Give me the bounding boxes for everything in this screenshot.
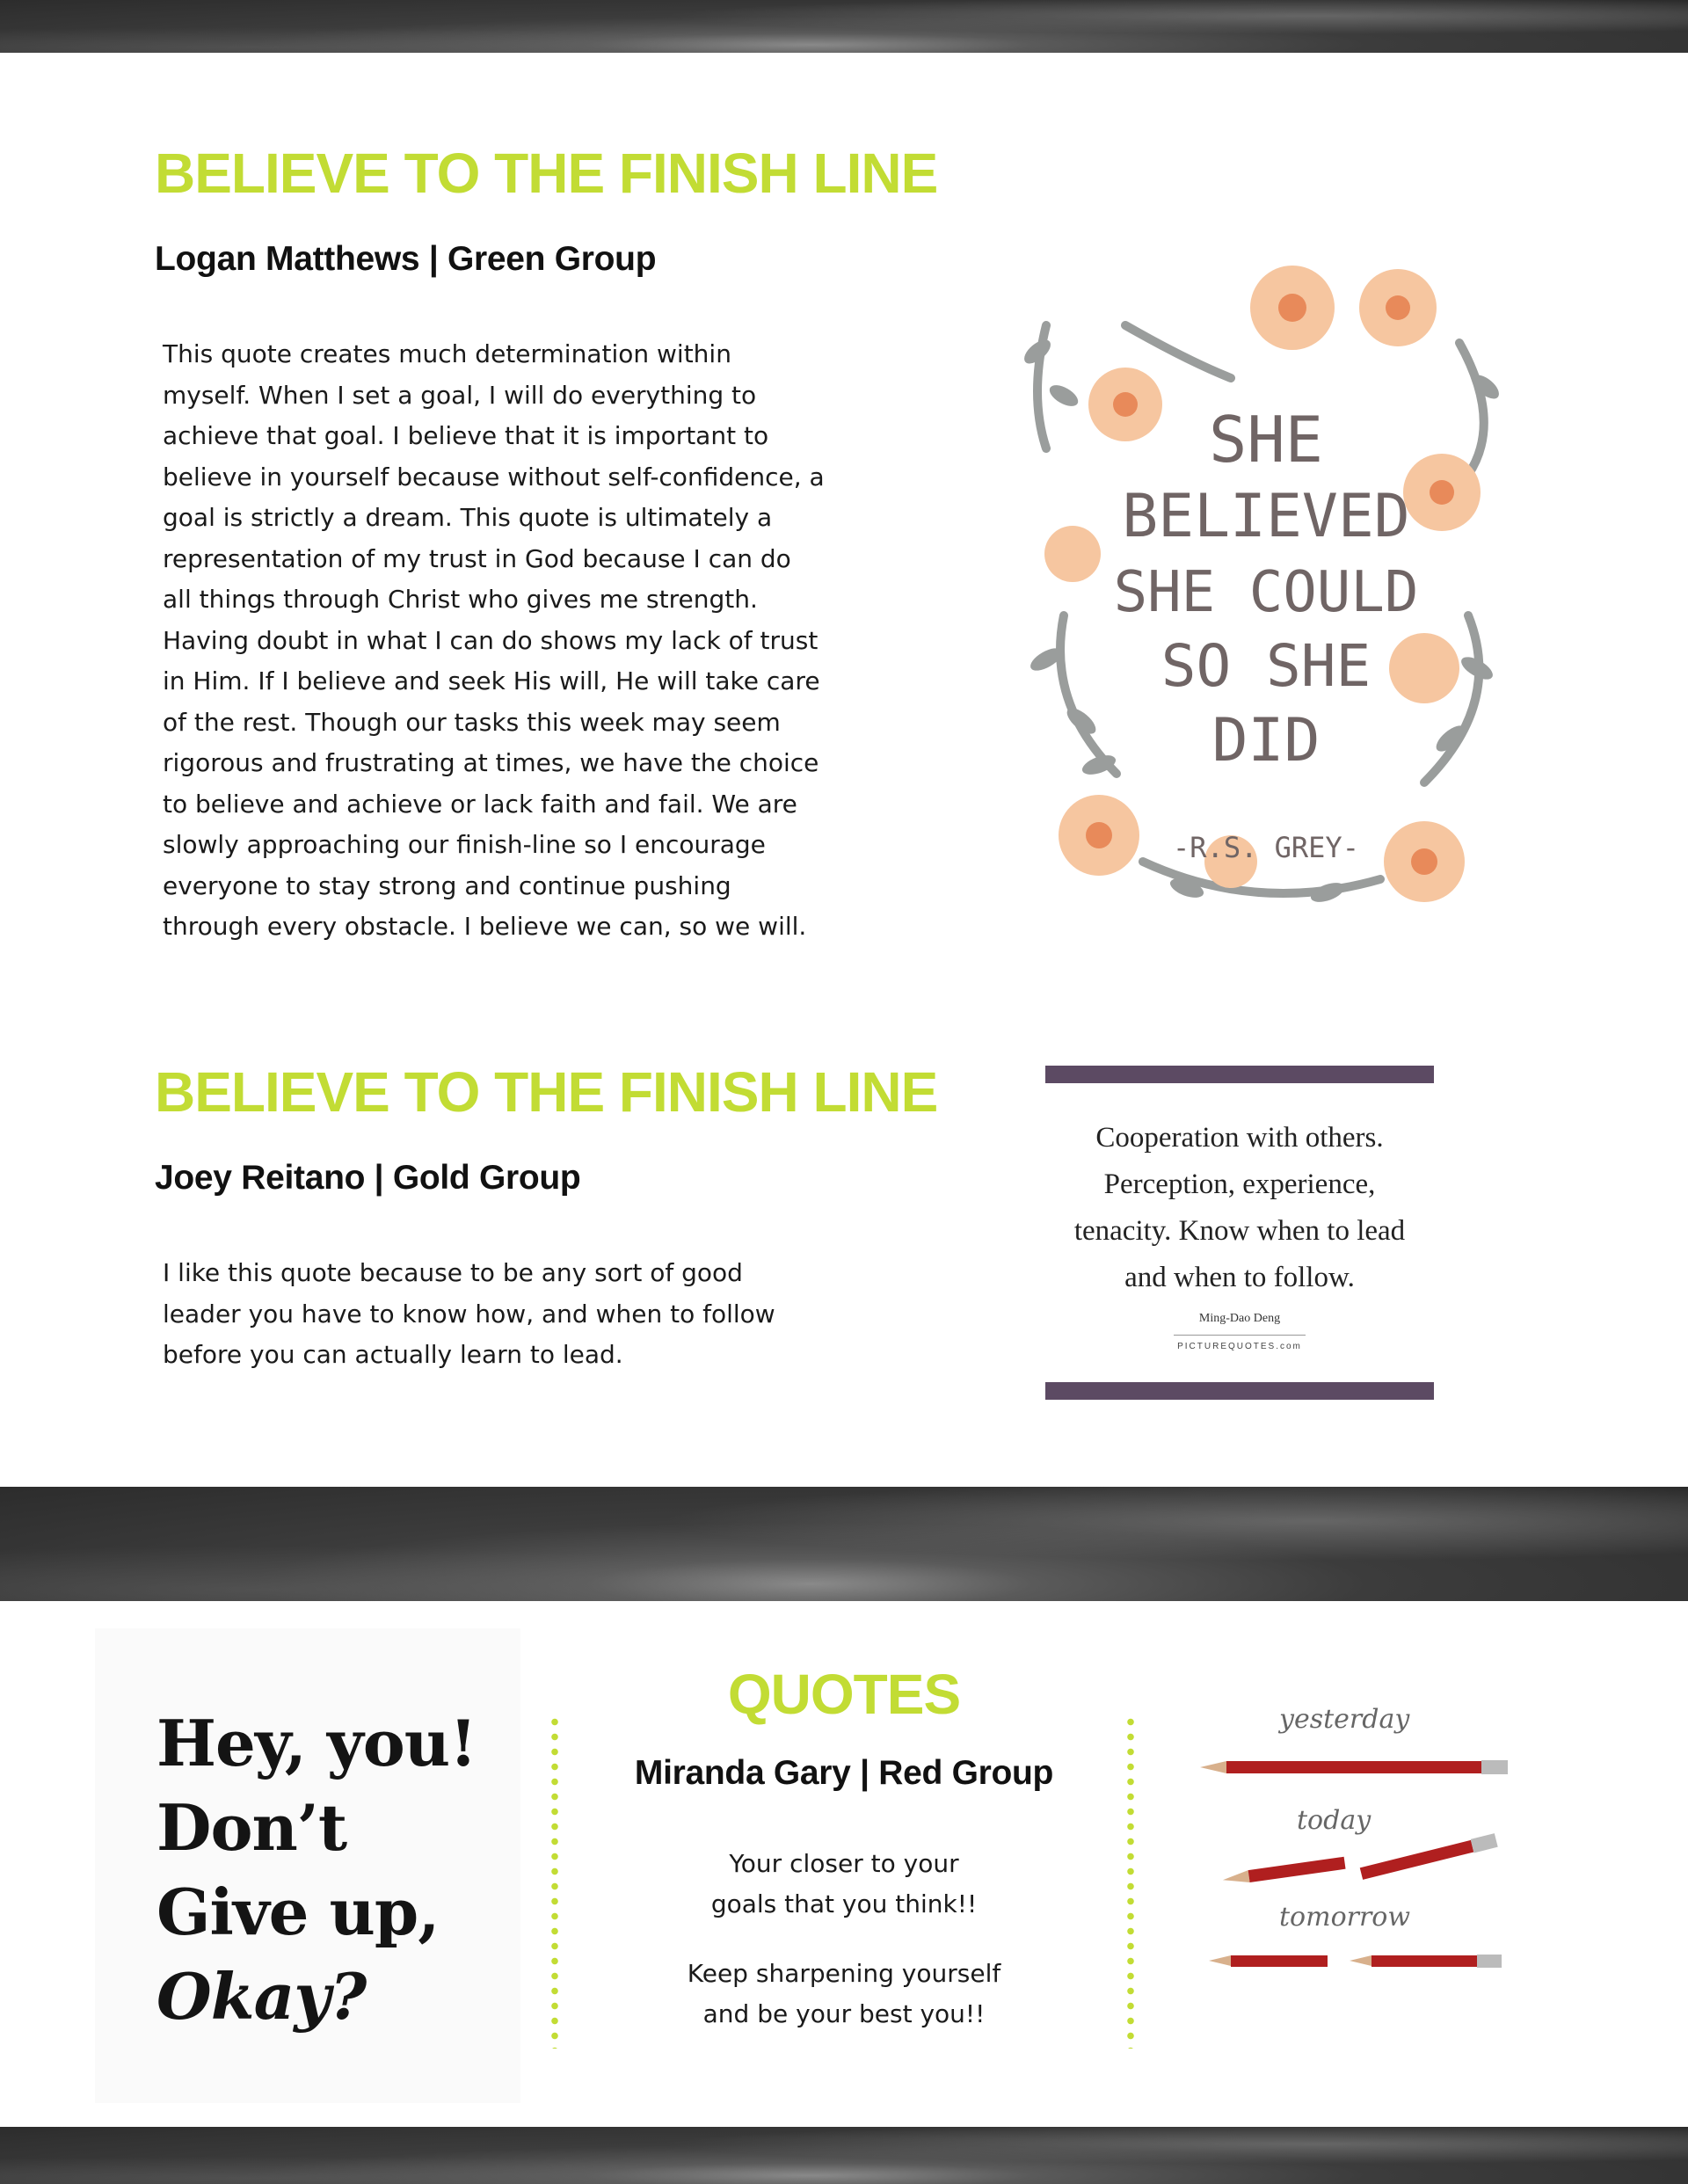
section1-line: all things through Christ who gives me strength. [163,585,758,614]
pencil-breaking [1222,1833,1498,1886]
pencils-image [1182,1701,1534,1991]
header-photo-band [0,0,1688,53]
art1-line: DID [1211,706,1321,775]
section3-line: and be your best you!! [702,1999,986,2028]
section1-author: Logan Matthews | Green Group [155,240,657,278]
section2-author: Joey Reitano | Gold Group [155,1159,581,1197]
art1-attribution: -R.S. GREY- [1173,831,1359,864]
section1-line: of the rest. Though our tasks this week may seem [163,707,781,737]
divider-photo-band [0,1487,1688,1601]
dotted-divider-right [1127,1714,1134,2049]
card-bottom-bar [1045,1382,1434,1400]
section1-heading: BELIEVE TO THE FINISH LINE [155,142,938,205]
she-believed-quote-image [1011,246,1512,950]
section1-line: to believe and achieve or lack faith and fail. We are [163,789,797,819]
pencil-whole [1200,1760,1508,1774]
section3-line: Your closer to your [729,1849,959,1878]
card-brand: PICTUREQUOTES.com [1177,1342,1302,1351]
section1-line: Having doubt in what I can do shows my lack of trust [163,625,819,655]
section3-paragraph1 [598,1844,1090,1925]
dotted-divider-left [551,1714,558,2049]
section3-line: goals that you think!! [710,1889,978,1918]
section1-body [163,334,825,948]
section1-line: slowly approaching our finish-line so I encourage [163,830,766,859]
section1-line: myself. When I set a goal, I will do everything to [163,380,757,410]
section1-line: goal is strictly a dream. This quote is ultimately a [163,503,773,532]
card-quote-line: tenacity. Know when to lead [1073,1215,1406,1247]
section1-line: believe in yourself because without self-confidence, a [163,462,825,491]
card-quote-line: and when to follow. [1124,1262,1355,1293]
section1-line: achieve that goal. I believe that it is important to [163,421,769,450]
hey-you-image-text [156,1701,477,2039]
card-quote [1045,1115,1434,1301]
section1-line: everyone to stay strong and continue pushing [163,870,731,900]
section2-line: before you can actually learn to lead. [163,1340,623,1369]
card-top-bar [1045,1066,1434,1083]
card-quote-line: Perception, experience, [1103,1168,1376,1200]
card-quote-line: Cooperation with others. [1095,1122,1384,1154]
pencil-label: tomorrow [1279,1902,1411,1933]
section1-line: through every obstacle. I believe we can, so we will. [163,912,807,941]
section2-line: leader you have to know how, and when to follow [163,1299,775,1329]
art1-line: SHE [1208,403,1324,477]
card-attribution: Ming-Dao Deng [1198,1312,1281,1325]
section3-paragraph2 [598,1954,1090,2035]
art1-line: SO SHE [1160,632,1372,700]
section1-line: This quote creates much determination within [163,339,731,368]
section2-body [163,1253,775,1376]
pencil-label: yesterday [1279,1704,1410,1735]
section1-line: representation of my trust in God because I can do [163,543,791,573]
art1-line: SHE COULD [1113,560,1419,625]
section3-heading: QUOTES [727,1663,961,1726]
cooperation-quote-image [1045,1066,1434,1400]
card-divider [1174,1335,1306,1336]
hey-you-line: Hey, you! [156,1706,477,1780]
section2-line: I like this quote because to be any sort of good [163,1258,743,1287]
section1-line: rigorous and frustrating at times, we have the choice [163,748,819,777]
pencil-broken [1209,1955,1502,1968]
hey-you-italic-line: Okay? [156,1959,367,2034]
pencil-label: today [1297,1805,1372,1836]
section3-line: Keep sharpening yourself [687,1959,1001,1988]
section2-heading: BELIEVE TO THE FINISH LINE [155,1060,938,1124]
section1-line: in Him. If I believe and seek His will, He will take care [163,666,820,695]
section3-author: Miranda Gary | Red Group [634,1754,1054,1792]
hey-you-line: Don’t [156,1790,347,1865]
art1-line: BELIEVED [1122,482,1410,551]
footer-photo-band [0,2127,1688,2184]
hey-you-line: Give up, [156,1875,440,1949]
